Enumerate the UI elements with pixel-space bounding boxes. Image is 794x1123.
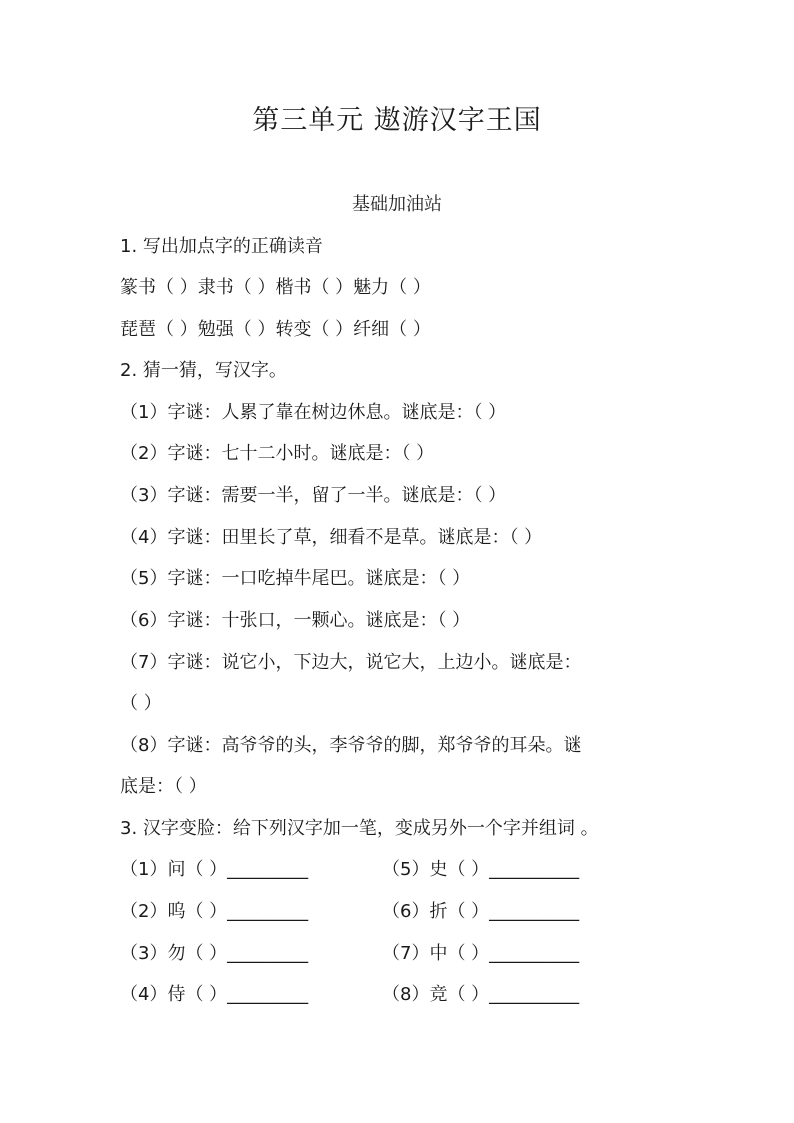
exercise-4: （4）侍（ ）_________	[120, 984, 309, 1005]
section-title: 基础加油站	[352, 194, 442, 215]
riddle-4: （4）字谜：田里长了草，细看不是草。谜底是：（ ）	[120, 527, 543, 548]
exercise-5: （5）史（ ）__________	[382, 859, 580, 880]
riddle-7: （7）字谜：说它小，下边大，说它大，上边小。谜底是：	[120, 652, 582, 673]
riddle-8: （8）字谜：高爷爷的头，李爷爷的脚，郑爷爷的耳朵。谜	[120, 735, 582, 756]
exercise-2: （2）呜（ ）_________	[120, 901, 309, 922]
riddle-1: （1）字谜：人累了靠在树边休息。谜底是：（ ）	[120, 402, 507, 423]
riddle-6: （6）字谜：十张口，一颗心。谜底是：（ ）	[120, 610, 471, 631]
exercise-1: （1）问（ ）_________	[120, 859, 309, 880]
riddle-3: （3）字谜：需要一半，留了一半。谜底是：（ ）	[120, 485, 507, 506]
riddle-8-answer: 底是：（ ）	[120, 776, 207, 797]
question-2-heading: 2. 猜一猜，写汉字。	[120, 360, 287, 381]
question-1-heading: 1. 写出加点字的正确读音	[120, 236, 323, 257]
page-title: 第三单元 遨游汉字王国	[252, 105, 542, 136]
riddle-7-answer: （ ）	[120, 693, 162, 714]
exercise-8: （8）竞（ ）__________	[382, 984, 580, 1005]
exercise-6: （6）折（ ）__________	[382, 901, 580, 922]
exercise-3: （3）勿（ ）_________	[120, 943, 309, 964]
question-3-heading: 3. 汉字变脸：给下列汉字加一笔，变成另外一个字并组词 。	[120, 818, 599, 839]
riddle-5: （5）字谜：一口吃掉牛尾巴。谜底是：（ ）	[120, 568, 471, 589]
exercise-7: （7）中（ ）__________	[382, 943, 580, 964]
question-1-row-1: 篆书（ ）隶书（ ）楷书（ ）魅力（ ）	[120, 277, 431, 298]
riddle-2: （2）字谜：七十二小时。谜底是：（ ）	[120, 443, 435, 464]
question-1-row-2: 琵琶（ ）勉强（ ）转变（ ）纤细（ ）	[120, 319, 431, 340]
